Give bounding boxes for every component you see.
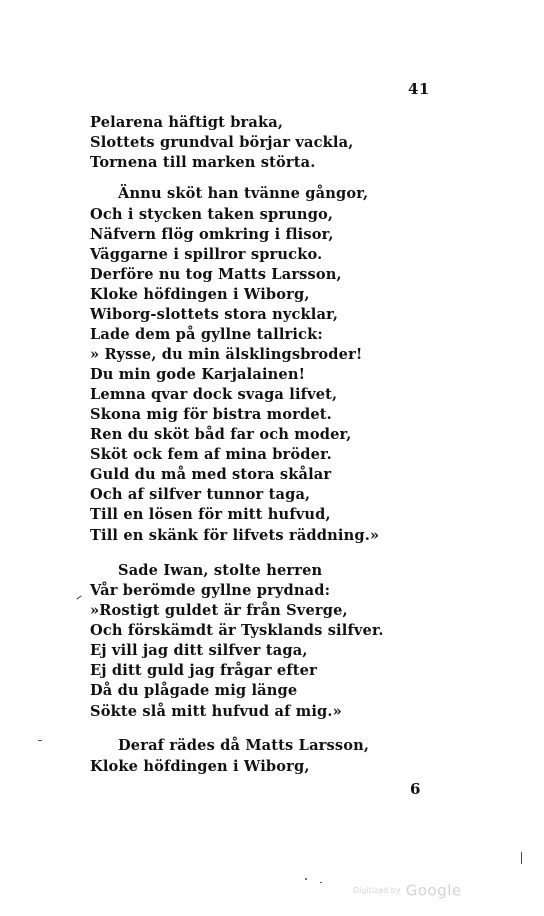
poem-line: Ej ditt guld jag frågar efter xyxy=(90,662,317,679)
poem-line: Då du plågade mig länge xyxy=(90,682,298,699)
poem-line: Lemna qvar dock svaga lifvet, xyxy=(90,386,338,403)
poem-line: Deraf rädes då Matts Larsson, xyxy=(118,737,370,754)
watermark-name: Google xyxy=(405,881,462,900)
poem-line: Guld du må med stora skålar xyxy=(90,466,332,483)
poem-line: Wiborg-slottets stora nycklar, xyxy=(90,306,339,323)
signature-mark: 6 xyxy=(410,780,421,798)
scan-speck xyxy=(38,740,42,741)
poem-line: » Rysse, du min älsklingsbroder! xyxy=(90,346,363,363)
poem-line: Sökte slå mitt hufvud af mig.» xyxy=(90,703,342,720)
poem-line: Och i stycken taken sprungo, xyxy=(90,206,334,223)
poem-line: Tornena till marken störta. xyxy=(90,154,316,171)
poem-line: Vår berömde gyllne prydnad: xyxy=(90,582,331,599)
poem-line: Du min gode Karjalainen! xyxy=(90,366,306,383)
poem-line: Lade dem på gyllne tallrick: xyxy=(90,326,323,343)
poem-line: Derföre nu tog Matts Larsson, xyxy=(90,266,342,283)
digitization-watermark xyxy=(353,880,462,900)
poem-line: Sköt ock fem af mina bröder. xyxy=(90,446,332,463)
poem-line: Ren du sköt båd far och moder, xyxy=(90,426,352,443)
poem-line: Sade Iwan, stolte herren xyxy=(118,562,323,579)
poem-line: Skona mig för bistra mordet. xyxy=(90,406,332,423)
poem-line: Slottets grundval börjar vackla, xyxy=(90,134,354,151)
scan-speck xyxy=(320,882,322,883)
poem-line: Ännu sköt han tvänne gångor, xyxy=(118,185,369,202)
watermark-prefix: Digitized by xyxy=(353,886,401,895)
page-number: 41 xyxy=(408,80,430,98)
poem-line: »Rostigt guldet är från Sverge, xyxy=(90,602,348,619)
poem-line: Och förskämdt är Tysklands silfver. xyxy=(90,622,384,639)
poem-line: Till en skänk för lifvets räddning.» xyxy=(90,527,380,544)
scan-speck xyxy=(76,595,81,599)
poem-line: Väggarne i spillror sprucko. xyxy=(90,246,323,263)
poem-line: Till en lösen för mitt hufvud, xyxy=(90,506,331,523)
scan-speck xyxy=(521,852,522,864)
poem-line: Ej vill jag ditt silfver taga, xyxy=(90,642,308,659)
poem-line: Och af silfver tunnor taga, xyxy=(90,486,311,503)
poem-line: Kloke höfdingen i Wiborg, xyxy=(90,758,310,775)
poem-line: Kloke höfdingen i Wiborg, xyxy=(90,286,310,303)
poem-line: Näfvern flög omkring i flisor, xyxy=(90,226,334,243)
poem-line: Pelarena häftigt braka, xyxy=(90,114,284,131)
scan-speck xyxy=(305,878,307,880)
